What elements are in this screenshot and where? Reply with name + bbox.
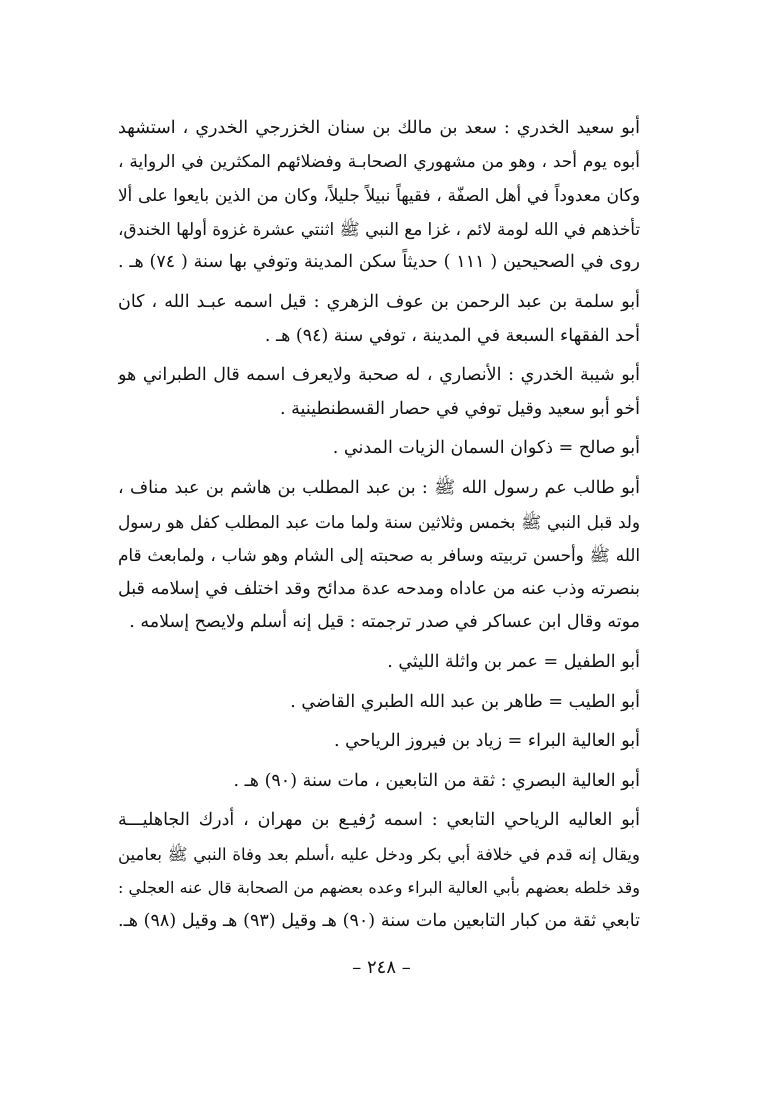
entry-abu-said-al-khudri [118, 112, 640, 280]
text-line: أبو شيبة الخدري : الأنصاري ، له صحبة ولايعرف اسمه قال الطبراني هو [118, 365, 640, 386]
entry-abu-salama [118, 286, 640, 353]
entry-abu-shayba [118, 359, 640, 426]
text-line: تابعي ثقة من كبار التابعين مات سنة (٩٠) هـ وقيل (٩٣) هـ وقيل (٩٨) هـ. [118, 911, 640, 932]
text-line: روى في الصحيحين ( ١١١ ) حديثاً سكن المدينة وتوفي بها سنة ( ٧٤) هـ . [118, 252, 640, 273]
entry-abu-al-aliya-al-riyahi [118, 804, 640, 938]
text-line: أبو العالية البصري : ثقة من التابعين ، مات سنة (٩٠) هـ . [233, 770, 640, 791]
text-line: أبو الطيب = طاهر بن عبد الله الطبري القاضي . [290, 691, 640, 712]
entry-abu-al-tayyib [118, 686, 640, 720]
text-line: وقد خلطه بعضهم بأبي العالية البراء وعده بعضهم من الصحابة قال عنه العجلي : [118, 878, 640, 898]
text-line: أبوه يوم أحد ، وهو من مشهوري الصحابـة وفضلائهم المكثرين في الرواية ، [118, 151, 640, 172]
entry-abu-al-aliya-al-basri [118, 765, 640, 799]
text-line: أبو صالح = ذكوان السمان الزيات المدني . [332, 438, 640, 459]
entry-abu-al-tufayl [118, 646, 640, 680]
entry-abu-salih [118, 432, 640, 466]
page-number: – ٢٤٨ – [352, 957, 411, 978]
page-body [118, 112, 640, 945]
text-line: ويقال إنه قدم في خلافة أبي بكر ودخل عليه ،أسلم بعد وفاة النبي ﷺ بعامين [118, 844, 640, 864]
entry-abu-talib [118, 472, 640, 640]
text-line: ولد قبل النبي ﷺ بخمس وثلاثين سنة ولما مات عبد المطلب كفل هو رسول [118, 511, 640, 532]
text-line: بنصرته وذب عنه من عاداه ومدحه عدة مدائح وقد اختلف في إسلامه قبل [118, 578, 640, 599]
text-line: أخو أبو سعيد وقيل توفي في حصار القسطنطينية . [280, 398, 640, 419]
text-line: أبو طالب عم رسول الله ﷺ : بن عبد المطلب بن هاشم بن عبد مناف ، [118, 477, 640, 498]
text-line: أبو الطفيل = عمر بن واثلة الليثي . [387, 651, 640, 672]
text-line: أبو سلمة بن عبد الرحمن بن عوف الزهري : قيل اسمه عبـد الله ، كان [118, 291, 640, 312]
text-line: وكان معدوداً في أهل الصفّة ، فقيهاً نبيلاً جليلاً، وكان من الذين بايعوا على ألا [118, 185, 640, 206]
entry-abu-al-aliya-al-bara [118, 725, 640, 759]
text-line: أبو العالية البراء = زياد بن فيروز الرياحي . [334, 731, 640, 752]
text-line: الله ﷺ وأحسن تربيته وسافر به صحبته إلى الشام وهو شاب ، ولمابعث قام [118, 545, 640, 566]
text-line: أبو العاليه الرياحي التابعي : اسمه رُفيـع بن مهران ، أدرك الجاهليـــة [118, 810, 640, 831]
text-line: أبو سعيد الخدري : سعد بن مالك بن سنان الخزرجي الخدري ، استشهد [118, 118, 640, 138]
text-line: تأخذهم في الله لومة لائم ، غزا مع النبي ﷺ اثنتي عشرة غزوة أولها الخندق، [118, 218, 640, 239]
text-line: أحد الفقهاء السبعة في المدينة ، توفي سنة (٩٤) هـ . [264, 325, 640, 346]
text-line: موته وقال ابن عساكر في صدر ترجمته : قيل إنه أسلم ولايصح إسلامه . [129, 612, 640, 633]
